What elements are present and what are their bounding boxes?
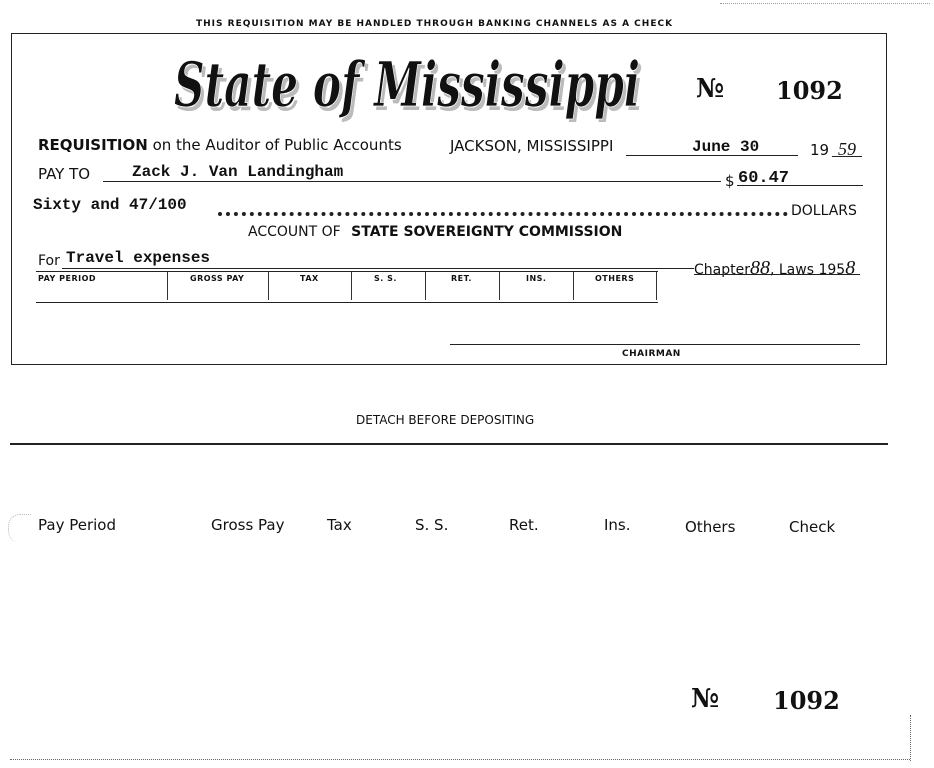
payee-line <box>103 181 721 182</box>
grid-head-gross-pay: GROSS PAY <box>190 274 245 283</box>
state-of-mississippi-logo <box>168 42 648 122</box>
chapter-label: Chapter <box>694 262 750 278</box>
stub-number: 1092 <box>773 686 840 715</box>
chapter-value: 88 <box>749 257 770 279</box>
grid-divider <box>425 272 426 300</box>
stub-bottom-edge <box>10 759 910 760</box>
check-number: 1092 <box>776 76 843 105</box>
stub-head-ss: S. S. <box>415 516 449 534</box>
grid-divider <box>167 272 168 300</box>
account-line <box>248 224 622 240</box>
punch-hole-mark <box>8 514 31 543</box>
stub-head-gross-pay: Gross Pay <box>211 516 285 534</box>
grid-divider <box>499 272 500 300</box>
amount-words: Sixty and 47/100 <box>33 196 187 214</box>
for-value: Travel expenses <box>66 249 211 267</box>
year-value: 59 <box>838 139 856 159</box>
stub-number-label: № <box>691 684 720 714</box>
grid-head-ret: RET. <box>451 274 472 283</box>
grid-head-tax: TAX <box>300 274 319 283</box>
requisition-text: on the Auditor of Public Accounts <box>152 136 402 154</box>
stub-head-others: Others <box>685 518 736 536</box>
check-number-label: № <box>696 74 725 104</box>
for-line <box>62 268 694 269</box>
dollars-label: DOLLARS <box>791 203 857 219</box>
requisition-label: REQUISITION <box>38 136 148 154</box>
stub-head-check: Check <box>789 518 836 536</box>
pay-to-label: PAY TO <box>38 165 91 183</box>
for-label: For <box>38 253 60 269</box>
grid-divider <box>351 272 352 300</box>
title-text: State of Mississippi <box>174 48 640 121</box>
requisition-line <box>38 136 402 154</box>
grid-head-pay-period: PAY PERIOD <box>38 274 97 283</box>
laws-year-digit: 8 <box>845 257 856 279</box>
account-name: STATE SOVEREIGNTY COMMISSION <box>351 224 623 240</box>
banking-notice: THIS REQUISITION MAY BE HANDLED THROUGH BANKING CHANNELS AS A CHECK <box>196 19 674 29</box>
amount-fill-dots <box>218 202 788 216</box>
grid-head-ss: S. S. <box>374 274 397 283</box>
title-shadow: State of Mississippi <box>177 52 643 122</box>
grid-head-others: OTHERS <box>595 274 635 283</box>
detach-line <box>10 443 888 445</box>
stub-head-ret: Ret. <box>509 516 539 534</box>
amount-value: 60.47 <box>738 169 790 188</box>
grid-line-bottom <box>36 302 658 303</box>
stub-head-ins: Ins. <box>604 516 631 534</box>
grid-divider <box>573 272 574 300</box>
signature-line <box>450 344 860 345</box>
stub-head-tax: Tax <box>327 516 352 534</box>
dollar-sign: $ <box>725 172 735 190</box>
stub-right-edge <box>910 715 911 761</box>
city-label: JACKSON, MISSISSIPPI <box>450 137 614 155</box>
grid-divider <box>268 272 269 300</box>
laws-label: , Laws 195 <box>769 262 846 278</box>
grid-divider <box>656 272 657 300</box>
account-of-label: ACCOUNT OF <box>248 224 341 240</box>
payee-name: Zack J. Van Landingham <box>132 163 344 181</box>
signature-label: CHAIRMAN <box>622 349 681 359</box>
year-prefix: 19 <box>810 141 830 159</box>
detach-text: DETACH BEFORE DEPOSITING <box>356 413 535 427</box>
perforation-top <box>720 3 930 4</box>
stub-head-pay-period: Pay Period <box>38 516 116 534</box>
date-value: June 30 <box>692 138 760 156</box>
chapter-line <box>694 257 855 280</box>
chapter-underline <box>694 274 860 275</box>
grid-head-ins: INS. <box>526 274 547 283</box>
grid-line-top <box>36 271 658 272</box>
